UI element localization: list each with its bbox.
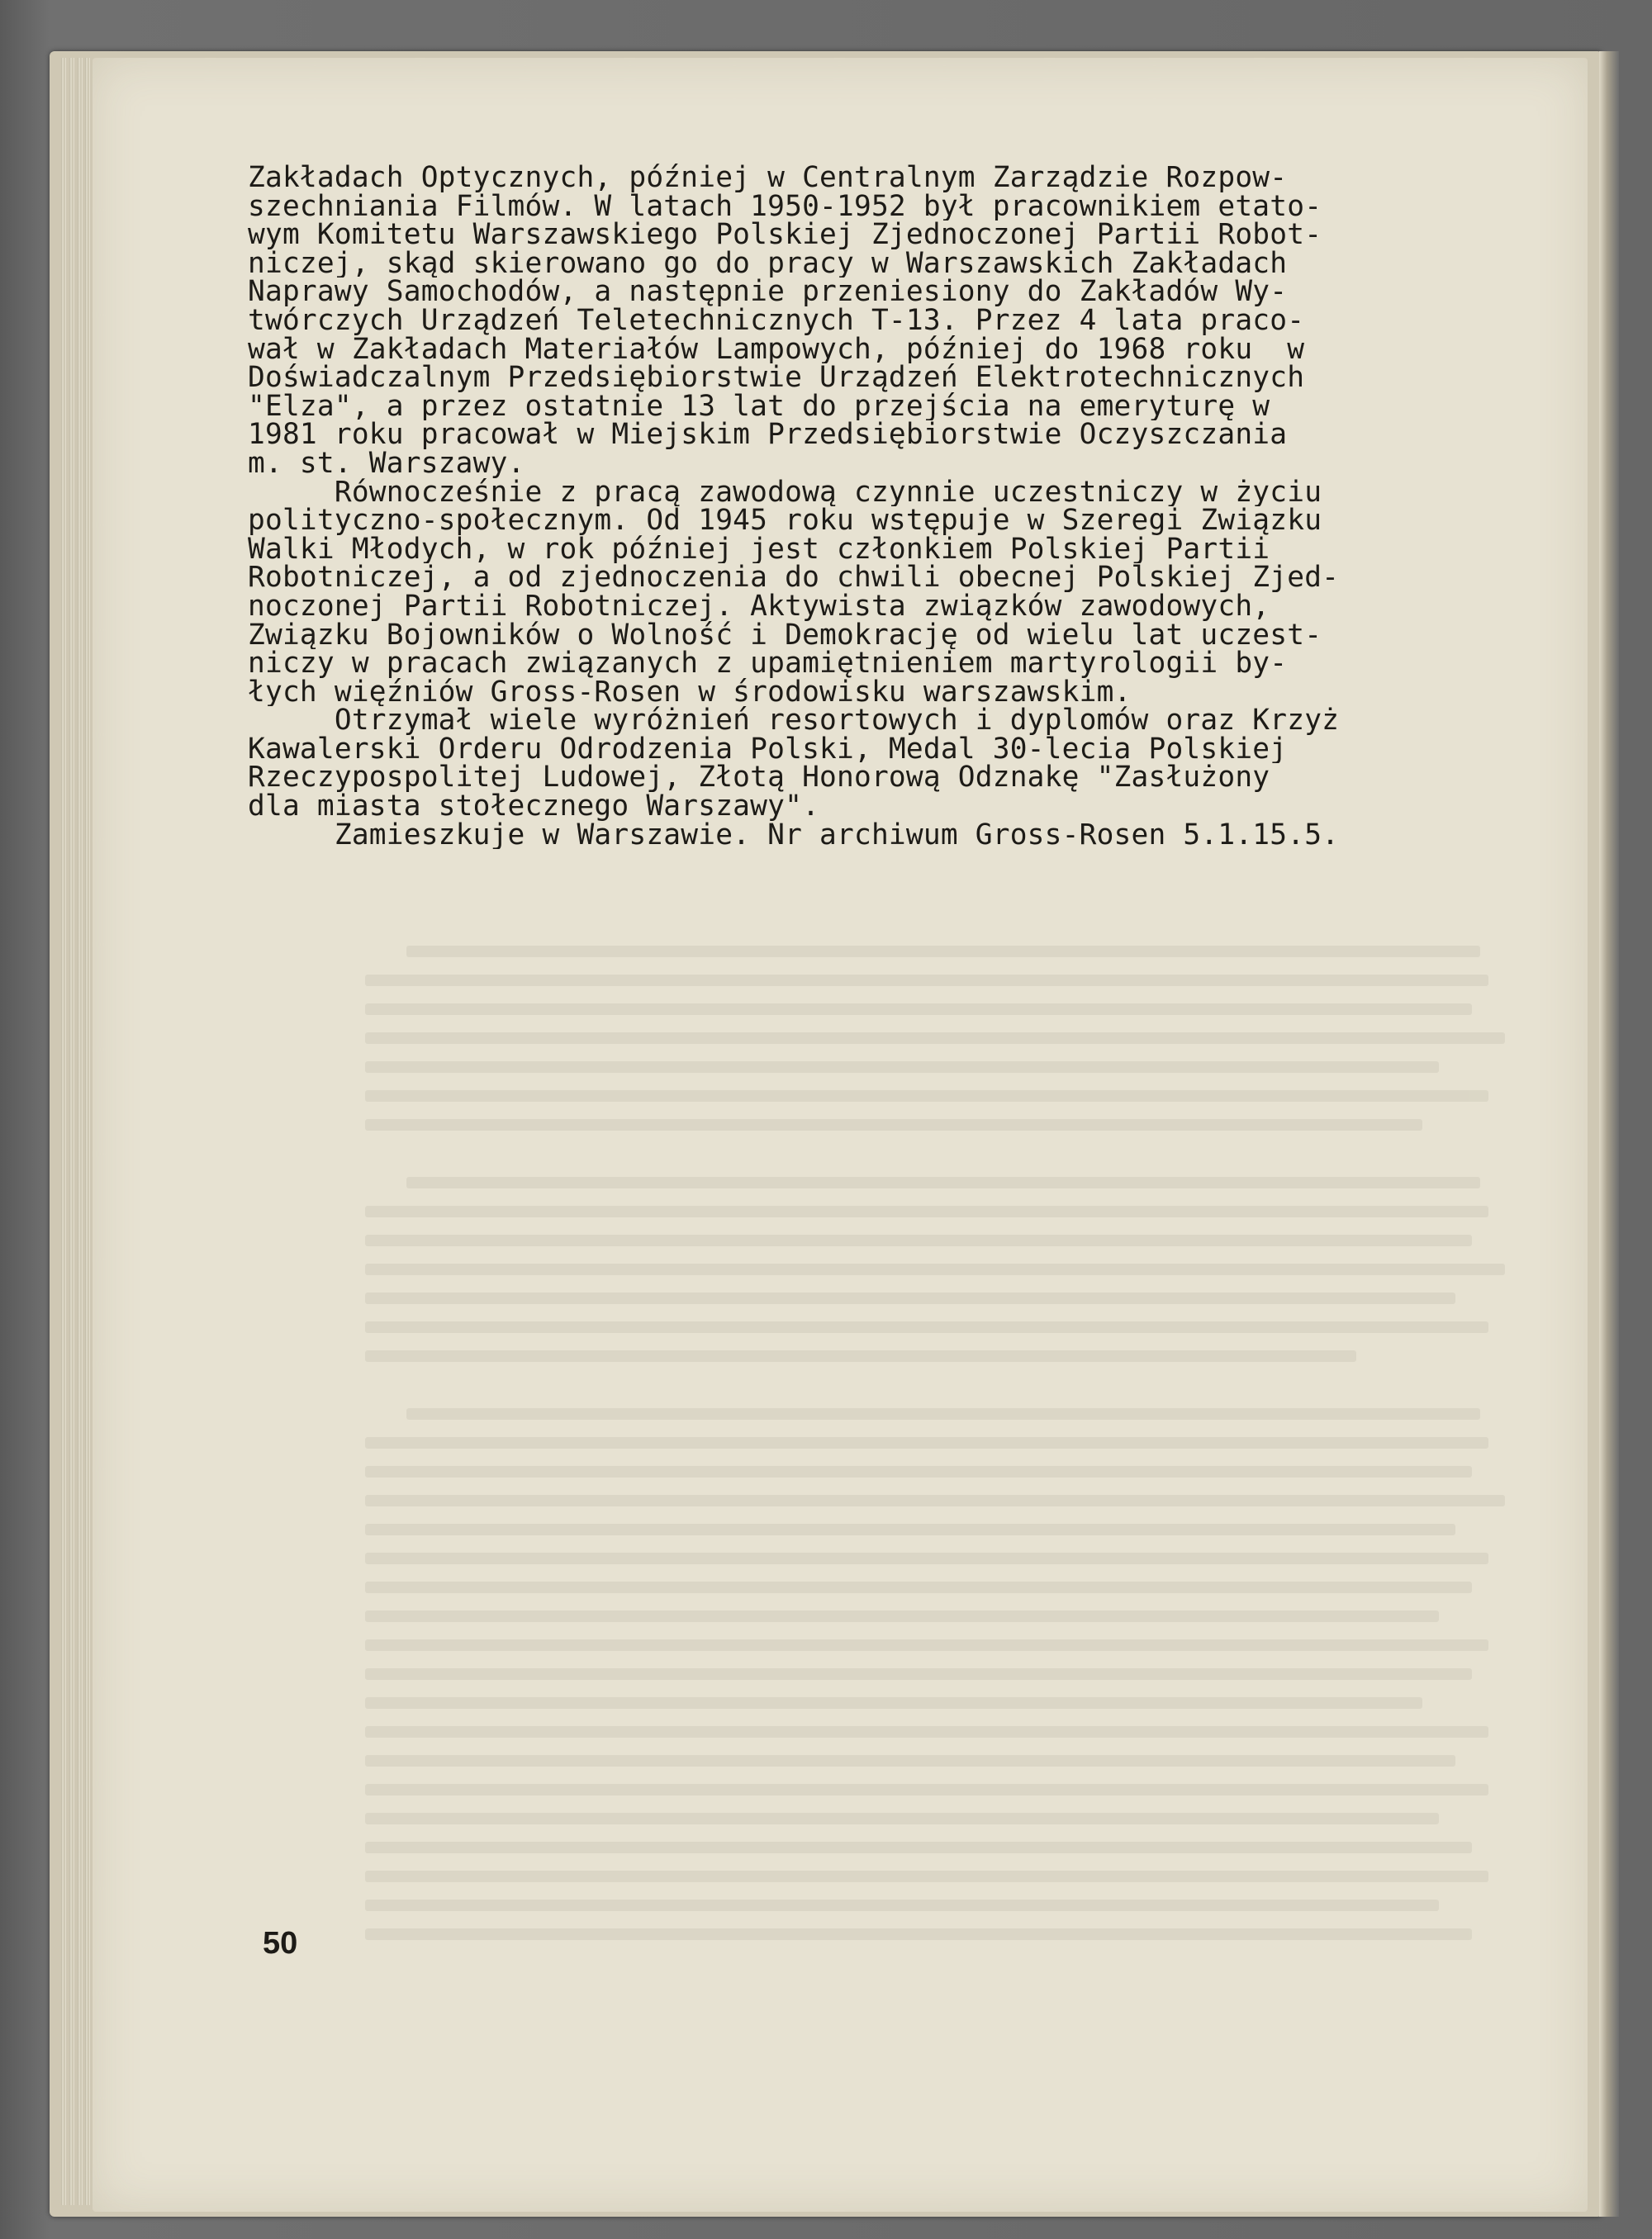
text-line: twórczych Urządzeń Teletechnicznych T-13. Przez 4 lata praco- [248, 306, 1305, 335]
text-line: noczonej Partii Robotniczej. Aktywista związków zawodowych, [248, 591, 1270, 621]
text-line: Równocześnie z pracą zawodową czynnie uczestniczy w życiu [248, 477, 1322, 507]
text-line: Kawalerski Orderu Odrodzenia Polski, Medal 30-lecia Polskiej [248, 734, 1288, 764]
text-line: Doświadczalnym Przedsiębiorstwie Urządzeń Elektrotechnicznych [248, 363, 1305, 392]
page-edge [69, 58, 74, 2205]
text-line: Walki Młodych, w rok później jest członkiem Polskiej Partii [248, 534, 1270, 564]
page-number: 50 [263, 1926, 298, 1961]
text-line: łych więźniów Gross-Rosen w środowisku warszawskim. [248, 677, 1132, 707]
text-line: szechniania Filmów. W latach 1950-1952 był pracownikiem etato- [248, 192, 1322, 221]
text-line: "Elza", a przez ostatnie 13 lat do przejścia na emeryturę w [248, 391, 1270, 421]
text-line: wał w Zakładach Materiałów Lampowych, później do 1968 roku w [248, 334, 1305, 364]
text-line: Rzeczypospolitej Ludowej, Złotą Honorową Odznakę "Zasłużony [248, 763, 1270, 793]
text-line: Robotniczej, a od zjednoczenia do chwili obecnej Polskiej Zjed- [248, 563, 1340, 592]
text-line: Zakładach Optycznych, później w Centralnym Zarządzie Rozpow- [248, 164, 1288, 192]
text-line: dla miasta stołecznego Warszawy". [248, 792, 820, 821]
text-line: Zamieszkuje w Warszawie. Nr archiwum Gross-Rosen 5.1.15.5. [248, 820, 1340, 850]
text-line: Otrzymał wiele wyróżnień resortowych i dyplomów oraz Krzyż [248, 706, 1340, 735]
text-line: Naprawy Samochodów, a następnie przeniesiony do Zakładów Wy- [248, 278, 1288, 306]
page-edge [78, 58, 83, 2205]
right-page-fold [1599, 51, 1619, 2217]
text-line: niczy w pracach związanych z upamiętnieniem martyrologii by- [248, 649, 1288, 678]
page-edge [85, 58, 90, 2205]
text-line: polityczno-społecznym. Od 1945 roku wstępuje w Szeregi Związku [248, 506, 1322, 535]
text-line: niczej, skąd skierowano go do pracy w Warszawskich Zakładach [248, 249, 1288, 278]
page-edge [61, 58, 66, 2205]
text-line: wym Komitetu Warszawskiego Polskiej Zjednoczonej Partii Robot- [248, 221, 1322, 249]
text-line: 1981 roku pracował w Miejskim Przedsiębiorstwie Oczyszczania [248, 420, 1288, 449]
body-text [248, 164, 1470, 849]
text-line: m. st. Warszawy. [248, 448, 525, 478]
text-line: Związku Bojowników o Wolność i Demokrację od wielu lat uczest- [248, 620, 1322, 650]
